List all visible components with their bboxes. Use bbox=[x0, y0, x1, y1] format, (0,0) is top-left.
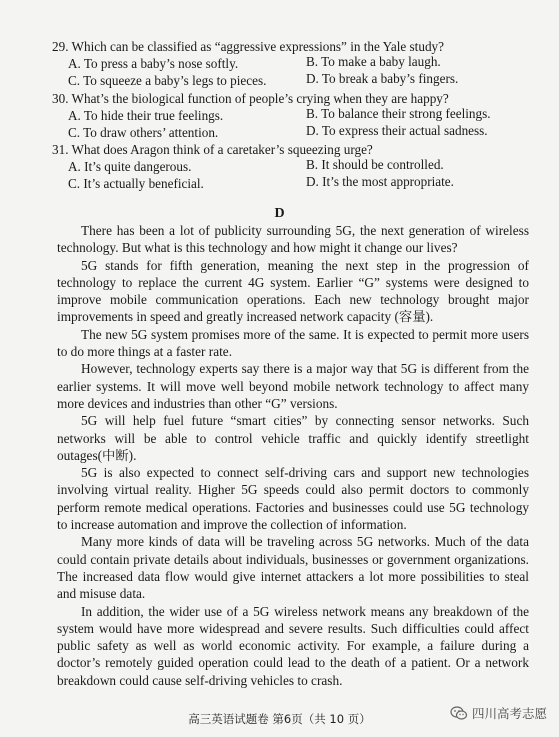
q31-option-b: B. It should be controlled. bbox=[306, 157, 444, 172]
q31-option-c: C. It’s actually beneficial. bbox=[68, 176, 204, 191]
q30-option-b: B. To balance their strong feelings. bbox=[306, 106, 491, 121]
question-30-stem: 30. What’s the biological function of people’s crying when they are happy? bbox=[52, 91, 449, 106]
q31-option-a: A. It’s quite dangerous. bbox=[68, 159, 192, 174]
wechat-icon bbox=[450, 704, 468, 722]
q30-option-c: C. To draw others’ attention. bbox=[68, 125, 219, 140]
paragraph: In addition, the wider use of a 5G wireless network means any breakdown of the system would have more widespread and severe results. Such difficulties could affect public safety as well as world economic activity. For example, a failure during a doctor’s remotely guided operation could lead to the death of a patient. Or a network breakdown could cause self-driving vehicles to crash. bbox=[57, 603, 529, 688]
paragraph: 5G stands for fifth generation, meaning the next step in the progression of technology to replace the current 4G system. Earlier “G” systems were designed to improve mobile communication operations. Each new technology brought major improvements in speed and greatly increased network capacity (容量). bbox=[57, 257, 529, 325]
question-29-stem: 29. Which can be classified as “aggressive expressions” in the Yale study? bbox=[52, 39, 444, 54]
paragraph: There has been a lot of publicity surrounding 5G, the next generation of wireless technology. But what is this technology and how might it change our lives? bbox=[57, 223, 529, 256]
q29-option-a: A. To press a baby’s nose softly. bbox=[68, 56, 239, 71]
watermark-text: 四川高考志愿 bbox=[471, 706, 547, 721]
paragraph: 5G will help fuel future “smart cities” by connecting sensor networks. Such networks will be able to control vehicle traffic and quickly identify streetlight outages(中断). bbox=[57, 413, 529, 463]
paragraph: Many more kinds of data will be traveling across 5G networks. Much of the data could contain private details about individuals, businesses or government organizations. The increased data flow would give internet attackers a lot more possibilities to steal and misuse data. bbox=[57, 534, 529, 602]
q30-option-d: D. To express their actual sadness. bbox=[306, 123, 488, 138]
q29-option-d: D. To break a baby’s fingers. bbox=[306, 71, 459, 86]
page-footer: 高三英语试题卷 第6页（共 10 页） bbox=[188, 712, 371, 726]
question-31-stem: 31. What does Aragon think of a caretaker’s squeezing urge? bbox=[52, 142, 373, 157]
section-heading: D bbox=[274, 206, 285, 221]
q29-option-b: B. To make a baby laugh. bbox=[306, 54, 441, 69]
watermark bbox=[450, 704, 547, 722]
reading-passage bbox=[57, 222, 529, 689]
q29-option-c: C. To squeeze a baby’s legs to pieces. bbox=[68, 73, 267, 88]
q31-option-d: D. It’s the most appropriate. bbox=[306, 174, 454, 189]
paragraph: However, technology experts say there is a major way that 5G is different from the earlier systems. It will move well beyond mobile network technology to affect many more devices and industries than other “G” versions. bbox=[57, 361, 529, 411]
paragraph: The new 5G system promises more of the same. It is expected to permit more users to do more things at a faster rate. bbox=[57, 326, 529, 360]
paragraph: 5G is also expected to connect self-driving cars and support new technologies involving virtual reality. Higher 5G speeds could also permit doctors to commonly perform remote medical operations. Factories and businesses could use 5G technology to increase automation and improve the collection of information. bbox=[57, 465, 529, 533]
q30-option-a: A. To hide their true feelings. bbox=[68, 108, 224, 123]
